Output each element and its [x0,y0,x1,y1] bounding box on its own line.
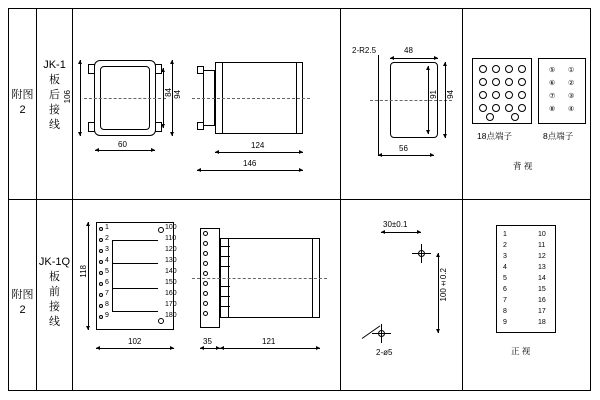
jk1q-dim-102: 102 [128,337,142,346]
terminal-dot [518,104,526,112]
jk1-front-centerline [84,98,166,99]
terminal-dot [479,104,487,112]
terminal-8-num-8: ⑧ [549,106,556,113]
jk1q-side-terminal [203,261,208,266]
jk1-dim-84: 84 [164,88,173,97]
caption-18-terminal: 18点端子 [477,131,512,141]
terminal-dot [492,104,500,112]
terminal-8-num-5: ⑤ [549,67,556,74]
terminal-dot [518,78,526,86]
jk1q-front-notch [112,240,158,264]
row1-name-2: 后 [49,89,60,101]
jk1-cutout-centerline [370,100,452,101]
jk1-dim-146-line [197,170,303,171]
terminal-left-dot [99,282,103,286]
block-left-2: 2 [503,242,507,249]
terminal-dot [479,65,487,73]
jk1q-right-num-150: 150 [165,279,177,286]
terminal-dot [518,91,526,99]
jk1q-screw-bottom [158,318,164,324]
jk1q-screw-top [158,227,164,233]
jk1q-dim-35-line [200,348,220,349]
terminal-8-num-3: ③ [568,93,575,100]
row2-index-line2: 2 [19,304,26,316]
row2-name-0: JK-1Q [38,256,71,268]
terminal-dot [505,91,513,99]
jk1-terminal-8-box [538,58,586,124]
jk1q-side-terminal [203,281,208,286]
row2-index [10,288,35,318]
terminal-dot [486,113,494,121]
jk1-dim-48-line [390,58,438,59]
block-right-18: 18 [538,319,546,326]
jk1-dim-56-line [378,155,434,156]
row2-name-3: 接 [49,301,60,313]
jk1-dim-56: 56 [399,144,408,153]
block-left-7: 7 [503,297,507,304]
block-left-4: 4 [503,264,507,271]
jk1-side-flange-bottom [197,122,204,130]
terminal-dot [505,65,513,73]
jk1q-left-num-6: 6 [105,279,109,286]
terminal-left-dot [99,238,103,242]
row2-name [38,255,71,330]
jk1-side-flange-top [197,66,204,74]
caption-front-view: 正 视 [511,346,531,356]
jk1-dim-106: 106 [63,90,72,104]
row1-index-line1: 附图 [11,89,34,101]
jk1q-side-fin [220,286,230,287]
jk1q-left-num-2: 2 [105,235,109,242]
row1-name-4: 线 [49,119,60,131]
block-left-6: 6 [503,286,507,293]
terminal-dot [492,78,500,86]
jk1-dim-91: 91 [429,90,438,99]
jk1-dim-84-line [163,68,164,128]
jk1q-left-num-7: 7 [105,290,109,297]
jk1q-side-fin [220,296,230,297]
block-left-1: 1 [503,231,507,238]
block-right-14: 14 [538,275,546,282]
jk1q-left-num-4: 4 [105,257,109,264]
jk1-dim-60: 60 [118,140,127,149]
terminal-left-dot [99,249,103,253]
jk1-dim-124-line [215,152,303,153]
terminal-left-dot [99,227,103,231]
jk1q-front-inner-edge [112,240,113,312]
jk1q-side-fin [220,306,230,307]
jk1-ear-top-left [88,64,95,74]
jk1q-side-terminal [203,311,208,316]
row1-name-0: JK-1 [43,59,66,71]
block-right-12: 12 [538,253,546,260]
block-right-10: 10 [538,231,546,238]
jk1q-side-terminal [203,251,208,256]
jk1q-right-num-170: 170 [165,301,177,308]
block-left-9: 9 [503,319,507,326]
terminal-8-num-6: ⑥ [549,80,556,87]
jk1q-right-num-110: 110 [165,235,177,242]
jk1-dim-94b-line [445,62,446,138]
jk1q-dim-121: 121 [262,337,276,346]
terminal-8-num-1: ① [568,67,575,74]
row1-name-3: 接 [49,104,60,116]
column-divider-3 [340,9,341,390]
drill-dim-h: 30±0.1 [383,220,408,229]
block-right-16: 16 [538,297,546,304]
terminal-dot [505,78,513,86]
column-divider-1 [36,9,37,390]
terminal-8-num-4: ④ [568,106,575,113]
block-left-3: 3 [503,253,507,260]
caption-rear-view: 背 视 [513,161,533,171]
column-divider-4 [462,9,463,390]
jk1q-right-num-120: 120 [165,246,177,253]
jk1q-left-num-5: 5 [105,268,109,275]
block-right-13: 13 [538,264,546,271]
terminal-8-num-7: ⑦ [549,93,556,100]
jk1q-left-num-8: 8 [105,301,109,308]
caption-8-terminal: 8点端子 [543,131,574,141]
terminal-8-num-2: ② [568,80,575,87]
terminal-left-dot [99,304,103,308]
jk1q-side-terminal [203,241,208,246]
drill-dim-h-line [381,232,421,233]
jk1-side-centerline [192,98,310,99]
terminal-dot [511,113,519,121]
jk1q-dim-118: 118 [79,265,88,278]
terminal-dot [518,65,526,73]
row1-name-1: 板 [49,74,60,86]
row1-index [10,88,35,118]
jk1q-right-num-130: 130 [165,257,177,264]
terminal-dot [492,91,500,99]
jk1q-side-fin [220,266,230,267]
jk1-dim-124: 124 [251,141,265,150]
row2-index-line1: 附图 [11,289,34,301]
jk1q-dim-118-line [88,222,89,330]
terminal-left-dot [99,271,103,275]
jk1q-dim-35: 35 [203,337,212,346]
terminal-left-dot [99,260,103,264]
row-divider [9,199,590,200]
block-right-11: 11 [538,242,546,249]
jk1q-side-fin [220,246,230,247]
row2-name-2: 前 [49,286,60,298]
terminal-left-dot [99,293,103,297]
block-left-5: 5 [503,275,507,282]
jk1q-left-num-3: 3 [105,246,109,253]
row2-name-1: 板 [49,271,60,283]
jk1q-right-num-100: 100 [165,224,177,231]
jk1-dim-106-line [80,60,81,136]
jk1q-side-terminal [203,271,208,276]
block-right-17: 17 [538,308,546,315]
jk1-dim-48: 48 [404,46,413,55]
jk1q-dim-102-line [96,348,174,349]
jk1-ear-bottom-left [88,122,95,132]
drill-cross-top-v [421,244,422,263]
jk1-dim-94b: 94 [446,90,455,99]
jk1-dim-94: 94 [173,90,182,99]
jk1q-side-terminal [203,231,208,236]
row2-name-4: 线 [49,316,60,328]
jk1q-side-centerline [192,278,327,279]
jk1q-right-num-140: 140 [165,268,177,275]
column-divider-2 [72,9,73,390]
jk1q-right-num-180: 180 [165,312,177,319]
jk1q-side-terminal [203,301,208,306]
jk1-dim-60-line [95,150,155,151]
terminal-left-dot [99,315,103,319]
terminal-dot [479,78,487,86]
jk1q-left-num-1: 1 [105,224,109,231]
jk1-dim-91-line [428,66,429,134]
jk1-dim-r25: 2-R2.5 [352,46,377,55]
jk1q-dim-121-line [220,348,320,349]
jk1q-front-notch2 [112,288,158,312]
block-right-15: 15 [538,286,546,293]
terminal-dot [479,91,487,99]
drill-dim-hole: 2-ø5 [376,348,393,357]
drill-cross-bottom-v [381,324,382,343]
terminal-dot [505,104,513,112]
row1-index-line2: 2 [19,104,26,116]
jk1q-right-num-160: 160 [165,290,177,297]
jk1-cutout-ref-left [378,55,379,155]
jk1q-side-fin [220,256,230,257]
jk1-dim-146: 146 [243,159,257,168]
jk1q-side-terminal [203,291,208,296]
jk1q-left-num-9: 9 [105,312,109,319]
drill-dim-v: 100±0.2 [439,268,448,302]
block-left-8: 8 [503,308,507,315]
terminal-dot [492,65,500,73]
